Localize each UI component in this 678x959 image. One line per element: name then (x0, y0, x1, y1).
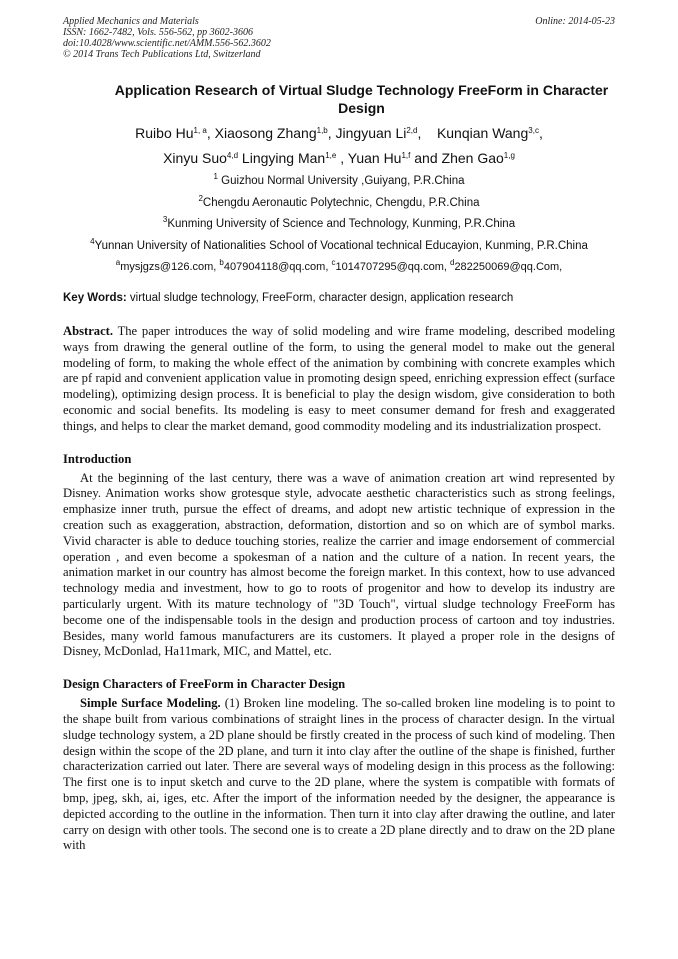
journal-header (63, 16, 615, 60)
affiliation (63, 214, 615, 236)
journal-doi: doi:10.4028/www.scientific.net/AMM.556-562.3602 (63, 38, 271, 49)
email-address: 282250069@qq.Com, (454, 261, 563, 273)
author-name: Ruibo Hu (135, 125, 194, 141)
keywords-text: virtual sludge technology, FreeForm, character design, application research (129, 292, 514, 304)
author-name: Xiaosong Zhang (214, 125, 317, 141)
introduction-paragraph: At the beginning of the last century, there was a wave of animation creation art wind represented by Disney. Animation works show grotesque style, advocate aesthetic characteristics such as strong feelings, emphasize inner truth, pursue the effect of dreams, and adopt new artistic technique of expression in the creation such as exaggeration, abstraction, deformation, distortion and so on which are of symbol marks. Vivid character is able to deduce touching stories, realize the carrier and image endorsement of commercial operation , and even become a spokesman of a nation and the culture of a nation. In recent years, the animation market in our country has almost become the foreign market. In this context, how to use advanced technology media and investment, how to go to roots of progenitor and how to develop its industry are particularly urgent. With its mature technology of "3D Touch", virtual sludge technology FreeForm has become one of the indispensable tools in the design and production process of cartoon and toy industries. Besides, many world famous manufacturers are its customers. It played a proper role in the designs of Disney, McDonlad, Ha11mark, MIC, and Mattel, etc. (63, 470, 615, 659)
author-superscript: 2,d (406, 126, 418, 135)
email-address: 1014707295@qq.com, (335, 261, 450, 273)
email-address: mysjgzs@126.com, (120, 261, 220, 273)
affiliation-text: Guizhou Normal University ,Guiyang, P.R.China (221, 175, 465, 187)
keywords (63, 291, 615, 306)
run-in-heading: Simple Surface Modeling. (80, 696, 221, 711)
author-name: Kunqian Wang (436, 125, 529, 141)
email-list (63, 257, 615, 277)
affiliation-text: Chengdu Aeronautic Polytechnic, Chengdu, P.R.China (202, 196, 480, 209)
affiliation-superscript: 3 (162, 215, 168, 224)
journal-name: Applied Mechanics and Materials (63, 16, 199, 27)
affiliation (63, 171, 615, 193)
author-superscript: 1,b (316, 126, 328, 135)
author-name: Lingying Man (241, 150, 326, 166)
author-name: Xinyu Suo (163, 150, 227, 166)
author-superscript: 1, a (193, 126, 207, 135)
author-name: Yuan Hu (347, 150, 402, 166)
section-heading-introduction: Introduction (63, 451, 132, 466)
email-superscript: b (219, 258, 224, 267)
author-superscript: 4,d (226, 151, 239, 160)
paper-title: Application Research of Virtual Sludge Technology FreeForm in Character Design (114, 82, 609, 116)
author-name: Jingyuan Li (335, 125, 407, 141)
affiliation-text: Kunming University of Science and Technology, Kunming, P.R.China (167, 218, 516, 230)
online-date: Online: 2014-05-23 (535, 16, 615, 27)
abstract-label: Abstract. (63, 324, 114, 338)
affiliation (63, 193, 615, 215)
email-superscript: c (331, 258, 336, 267)
design-characters-section (63, 696, 615, 854)
author-name: Zhen Gao (441, 150, 504, 166)
author-superscript: 3,c (528, 126, 539, 135)
affiliation (63, 236, 615, 258)
affiliation-text: Yunnan University of Nationalities School of Vocational technical Educayion, Kunming, P.R.China (94, 239, 588, 252)
journal-issn: ISSN: 1662-7482, Vols. 556-562, pp 3602-3606 (63, 27, 253, 38)
author-superscript: 1,g (503, 151, 515, 160)
author-superscript: 1,e (325, 151, 337, 160)
author-conjunction: and (414, 150, 438, 166)
abstract-text: The paper introduces the way of solid modeling and wire frame modeling, described modeling ways from drawing the general outline of the form, to using the general model to make out the general modeling of form, to making the whole effect of the animation by combining with concrete examples which are pf rapid and convenient application value in promoting design speed, enriching expression effect (surface modeling), optimizing design process. It is beneficial to play the design wisdom, give consideration to both economic and social benefits. Its modeling is easy to meet consumer demand for fresh and exaggerated things, and helps to clear the market demand, good commodity modeling and its industrialization prospect. (63, 324, 615, 433)
email-superscript: a (115, 258, 121, 267)
abstract (63, 324, 615, 435)
affiliation-superscript: 1 (213, 172, 218, 181)
paragraph-text: (1) Broken line modeling. The so-called broken line modeling is to point to the shape built from various combinations of straight lines in the process of character design. In the virtual sludge technology system, a 2D plane should be firstly created in the process of such kind of modeling. Then design within the scope of the 2D plane, and turn it into clay after the outline of the shape is finished, further characterization carried out later. There are several ways of modeling design in this process as the following: The first one is to input sketch and curve to the 2D plane, where the system is compatible with formats of bmp, jpeg, skh, ai, iges, etc. After the import of the information needed by the designer, the appearance is depicted according to the outline in the information. Then turn it into clay after drawing the outline, and later carry on design with other tools. The second one is to create a 2D plane directly and to draw on the 2D plane with (63, 696, 615, 853)
author-superscript: 1,f (401, 151, 411, 160)
author-list: Ruibo Hu$^{1, a}$, Xiaosong Zhang$^{1,b}$, Jingyuan Li$^{2,d}$, Kunqian Wang$^{3,c}$, Xinyu Suo$^{4,d}$ Lingying Man$^{1,e}$ , Yuan Hu$^{1,f}$ and Zhen Gao$^{1,g}$ (135, 125, 543, 166)
email-superscript: d (449, 258, 455, 267)
affiliation-superscript: 2 (198, 193, 203, 203)
affiliation-superscript: 4 (90, 236, 95, 246)
design-characters-paragraph (63, 696, 615, 854)
section-heading-design-characters: Design Characters of FreeForm in Character Design (63, 677, 346, 692)
introduction-section (63, 471, 615, 661)
keywords-label: Key Words: (63, 292, 127, 304)
journal-copyright: © 2014 Trans Tech Publications Ltd, Switzerland (63, 49, 261, 60)
email-address: 407904118@qq.com, (223, 261, 332, 273)
